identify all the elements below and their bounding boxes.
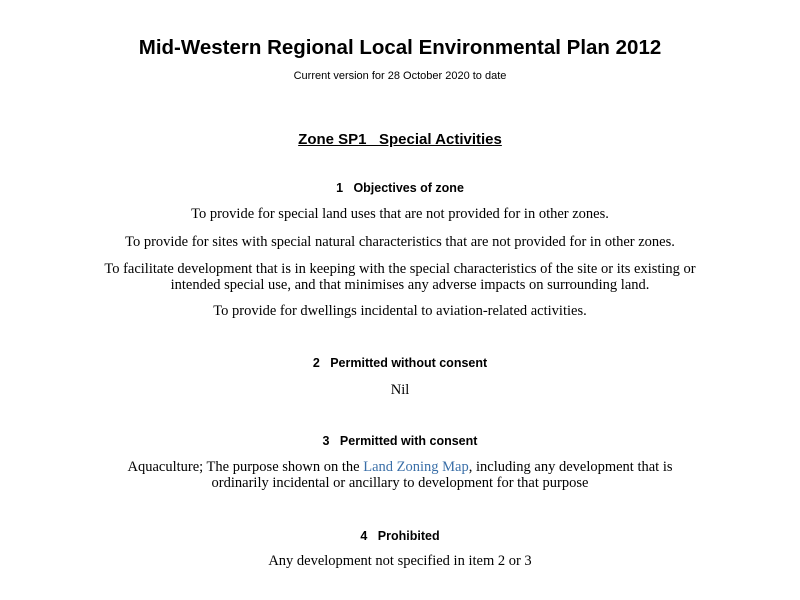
version-subtitle: Current version for 28 October 2020 to date [293,70,507,82]
permitted-text-after-link: , including any development that is [468,459,673,475]
section-3-heading: 3 Permitted with consent [322,434,478,448]
permitted-with-consent-line-2: ordinarily incidental or ancillary to development for that purpose [211,475,589,491]
document-title: Mid-Western Regional Local Environmental Plan 2012 [138,36,662,59]
section-1-heading: 1 Objectives of zone [336,181,464,195]
section-2-heading: 2 Permitted without consent [312,356,488,370]
objective-3-line-1: To facilitate development that is in keeping with the special characteristics of the site or its existing or [104,261,696,277]
objective-2: To provide for sites with special natural characteristics that are not provided for in other zones. [125,234,675,250]
zone-title: Zone SP1 Special Activities [298,131,502,148]
prohibited-text: Any development not specified in item 2 or 3 [268,553,532,569]
objective-3-line-2: intended special use, and that minimises any adverse impacts on surrounding land. [170,277,650,293]
permitted-without-consent-text: Nil [390,382,410,398]
land-zoning-map-link[interactable]: Land Zoning Map [363,459,469,475]
section-4-heading: 4 Prohibited [360,529,440,543]
objective-1: To provide for special land uses that are not provided for in other zones. [191,206,609,222]
permitted-text-before-link: Aquaculture; The purpose shown on the [127,459,364,475]
permitted-with-consent-line-1 [0,459,800,476]
objective-4: To provide for dwellings incidental to aviation-related activities. [213,303,587,319]
